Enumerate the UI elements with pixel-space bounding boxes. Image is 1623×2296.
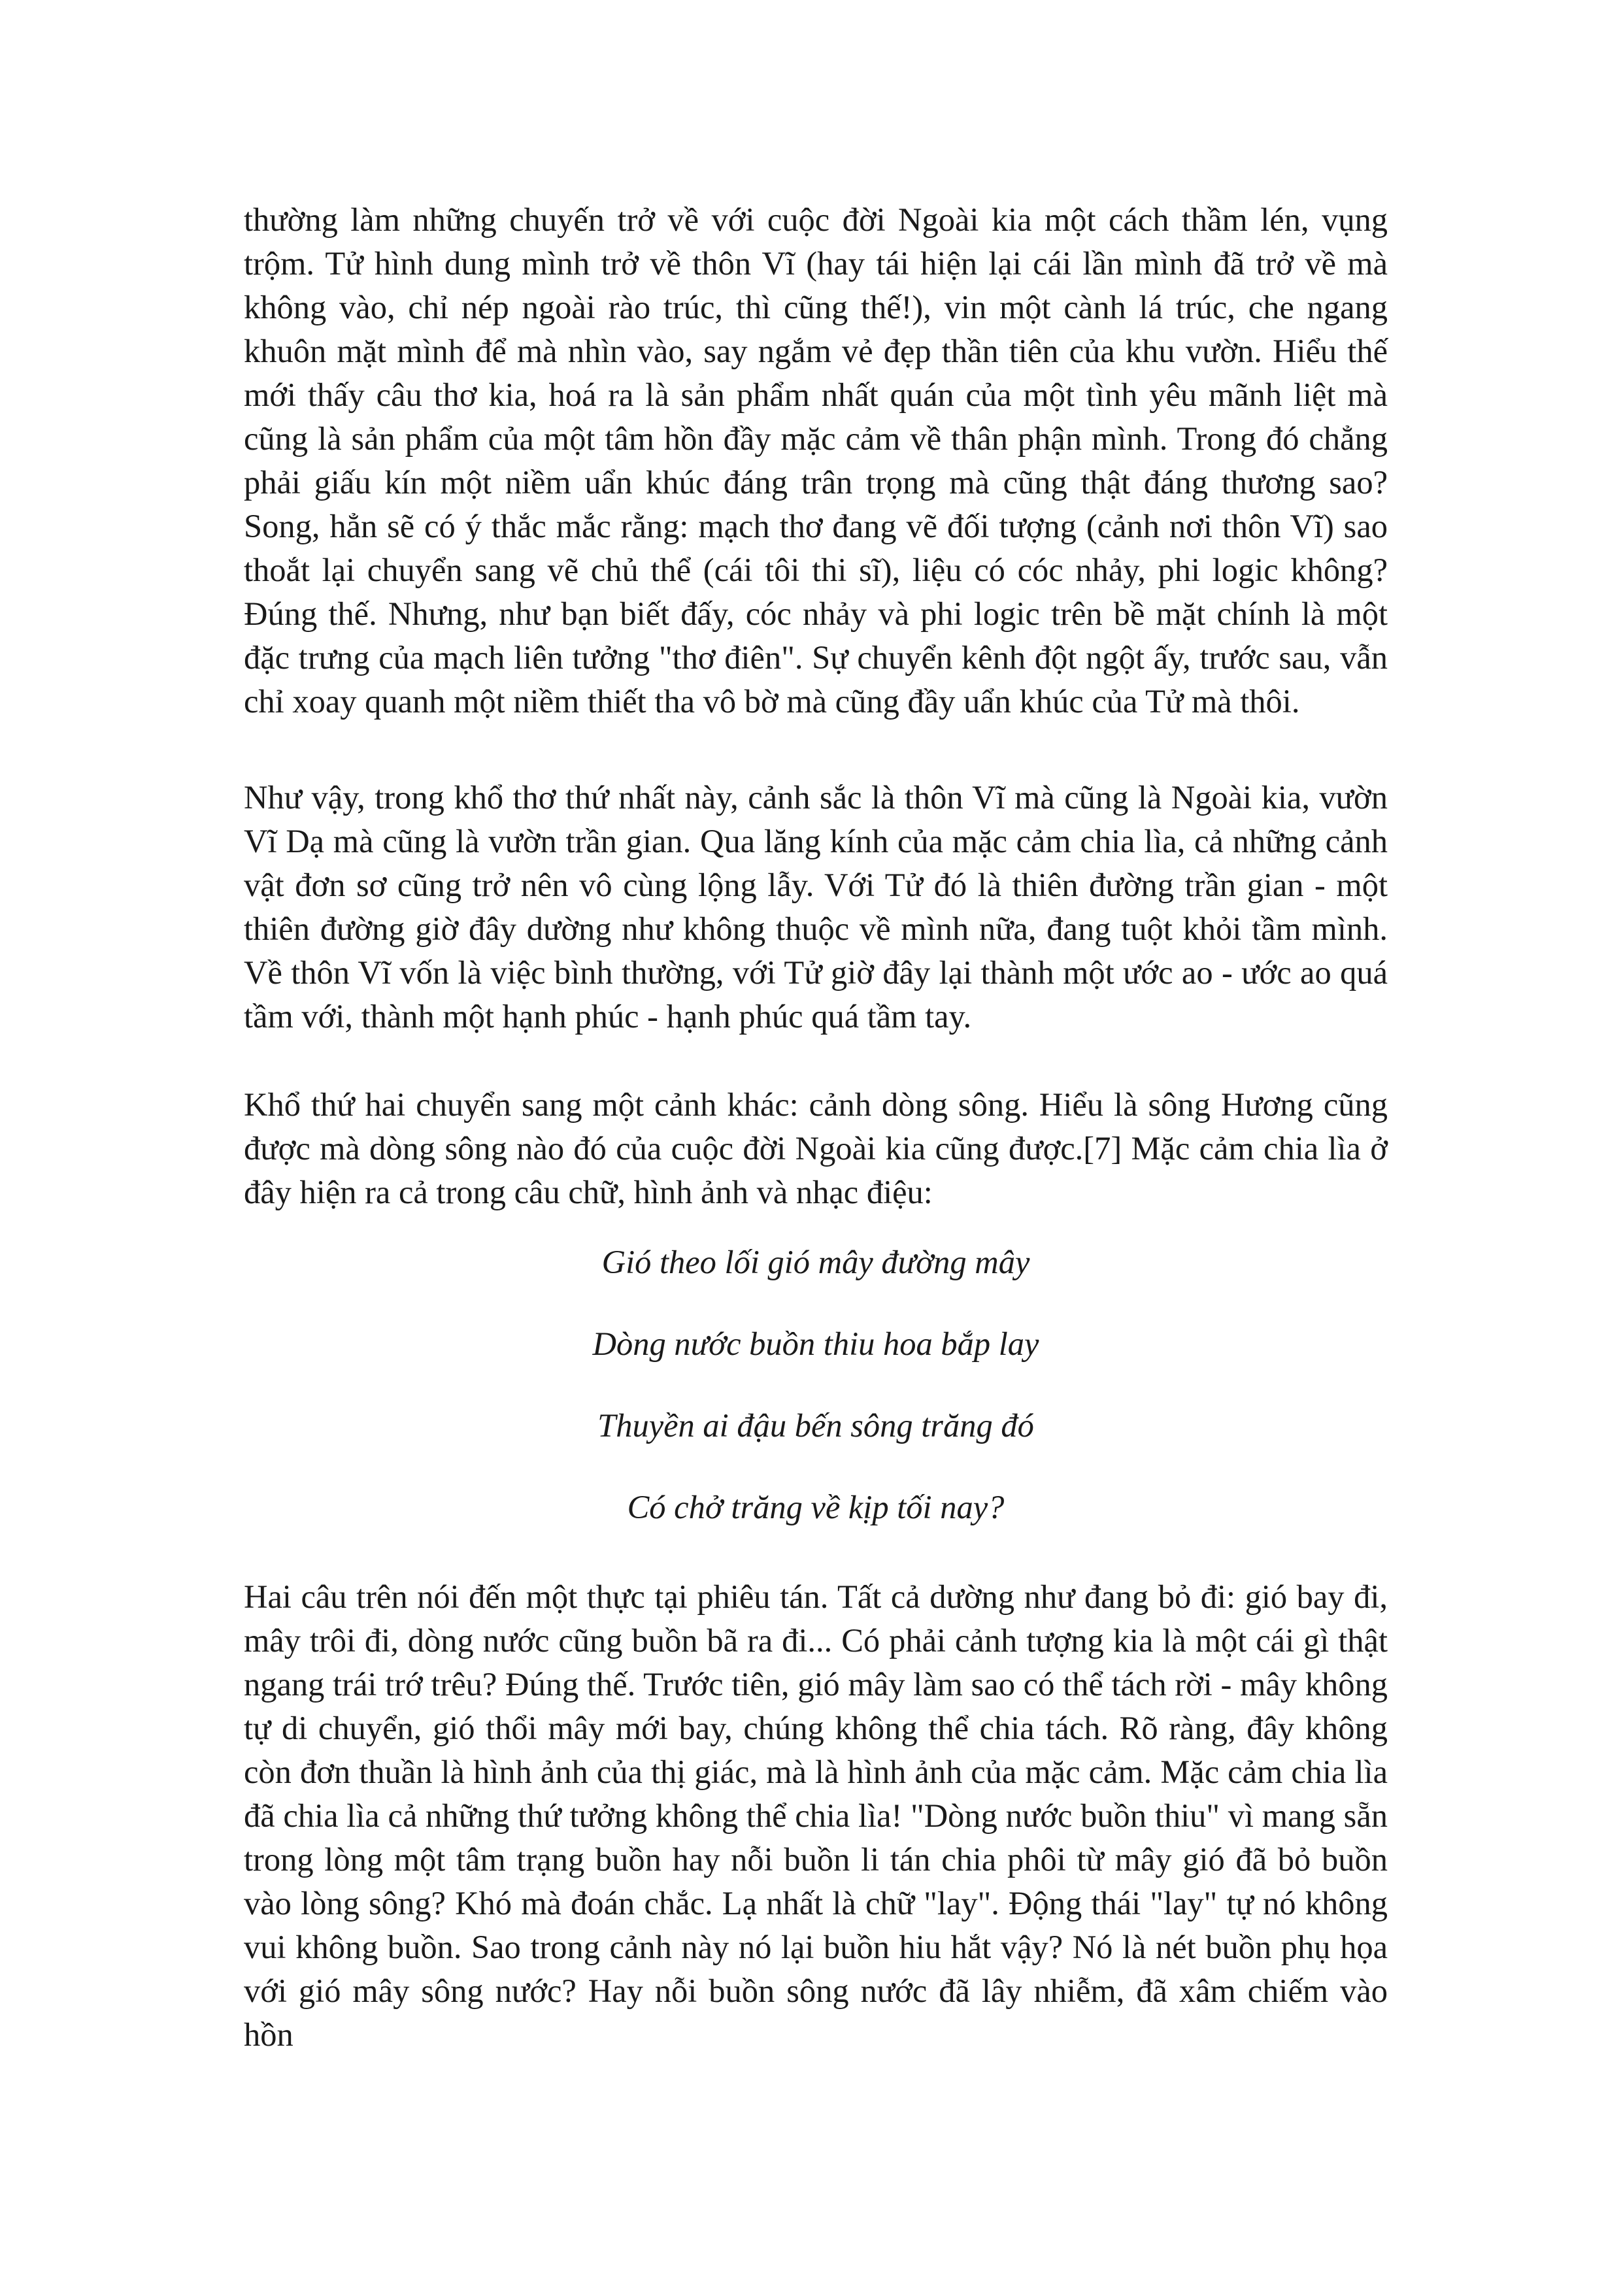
poem-line-1: Gió theo lối gió mây đường mây [601, 1244, 1030, 1280]
document-page [244, 198, 1388, 2057]
poem-line-4: Có chở trăng về kịp tối nay? [627, 1489, 1005, 1525]
paragraph-2: Như vậy, trong khổ thơ thứ nhất này, cảnh sắc là thôn Vĩ mà cũng là Ngoài kia, vườn Vĩ Dạ mà cũng là vườn trần gian. Qua lăng kính của mặc cảm chia lìa, cả những cảnh vật đơn sơ cũng trở nên vô cùng lộng lẫy. Với Tử đó là thiên đường trần gian - một thiên đường giờ đây dường như không thuộc về mình nữa, đang tuột khỏi tầm mình. Về thôn Vĩ vốn là việc bình thường, với Tử giờ đây lại thành một ước ao - ước ao quá tầm với, thành một hạnh phúc - hạnh phúc quá tầm tay. [244, 779, 1388, 1035]
paragraph-3: Khổ thứ hai chuyển sang một cảnh khác: cảnh dòng sông. Hiểu là sông Hương cũng được mà dòng sông nào đó của cuộc đời Ngoài kia cũng được.[7] Mặc cảm chia lìa ở đây hiện ra cả trong câu chữ, hình ảnh và nhạc điệu: [244, 1086, 1388, 1210]
poem-stanza [244, 1240, 1388, 1529]
paragraph-4: Hai câu trên nói đến một thực tại phiêu tán. Tất cả dường như đang bỏ đi: gió bay đi, mây trôi đi, dòng nước cũng buồn bã ra đi... Có phải cảnh tượng kia là một cái gì thật ngang trái trớ trêu? Đúng thế. Trước tiên, gió mây làm sao có thể tách rời - mây không tự di chuyển, gió thổi mây mới bay, chúng không thể chia tách. Rõ ràng, đây không còn đơn thuần là hình ảnh của thị giác, mà là hình ảnh của mặc cảm. Mặc cảm chia lìa đã chia lìa cả những thứ tưởng không thể chia lìa! "Dòng nước buồn thiu" vì mang sẵn trong lòng một tâm trạng buồn hay nỗi buồn li tán chia phôi từ mây gió đã bỏ buồn vào lòng sông? Khó mà đoán chắc. Lạ nhất là chữ "lay". Động thái "lay" tự nó không vui không buồn. Sao trong cảnh này nó lại buồn hiu hắt vậy? Nó là nét buồn phụ họa với gió mây sông nước? Hay nỗi buồn sông nước đã lây nhiễm, đã xâm chiếm vào hồn [244, 1578, 1388, 2053]
paragraph-1: thường làm những chuyến trở về với cuộc đời Ngoài kia một cách thầm lén, vụng trộm. Tử hình dung mình trở về thôn Vĩ (hay tái hiện lại cái lần mình đã trở về mà không vào, chỉ nép ngoài rào trúc, thì cũng thế!), vin một cành lá trúc, che ngang khuôn mặt mình để mà nhìn vào, say ngắm vẻ đẹp thần tiên của khu vườn. Hiểu thế mới thấy câu thơ kia, hoá ra là sản phẩm nhất quán của một tình yêu mãnh liệt mà cũng là sản phẩm của một tâm hồn đầy mặc cảm về thân phận mình. Trong đó chẳng phải giấu kín một niềm uẩn khúc đáng trân trọng mà cũng thật đáng thương sao? Song, hẳn sẽ có ý thắc mắc rằng: mạch thơ đang vẽ đối tượng (cảnh nơi thôn Vĩ) sao thoắt lại chuyển sang vẽ chủ thể (cái tôi thi sĩ), liệu có cóc nhảy, phi logic không? Đúng thế. Nhưng, như bạn biết đấy, cóc nhảy và phi logic trên bề mặt chính là một đặc trưng của mạch liên tưởng "thơ điên". Sự chuyển kênh đột ngột ấy, trước sau, vẫn chỉ xoay quanh một niềm thiết tha vô bờ mà cũng đầy uẩn khúc của Tử mà thôi. [244, 201, 1388, 720]
poem-line-3: Thuyền ai đậu bến sông trăng đó [597, 1407, 1034, 1444]
poem-line-2: Dòng nước buồn thiu hoa bắp lay [592, 1325, 1039, 1362]
